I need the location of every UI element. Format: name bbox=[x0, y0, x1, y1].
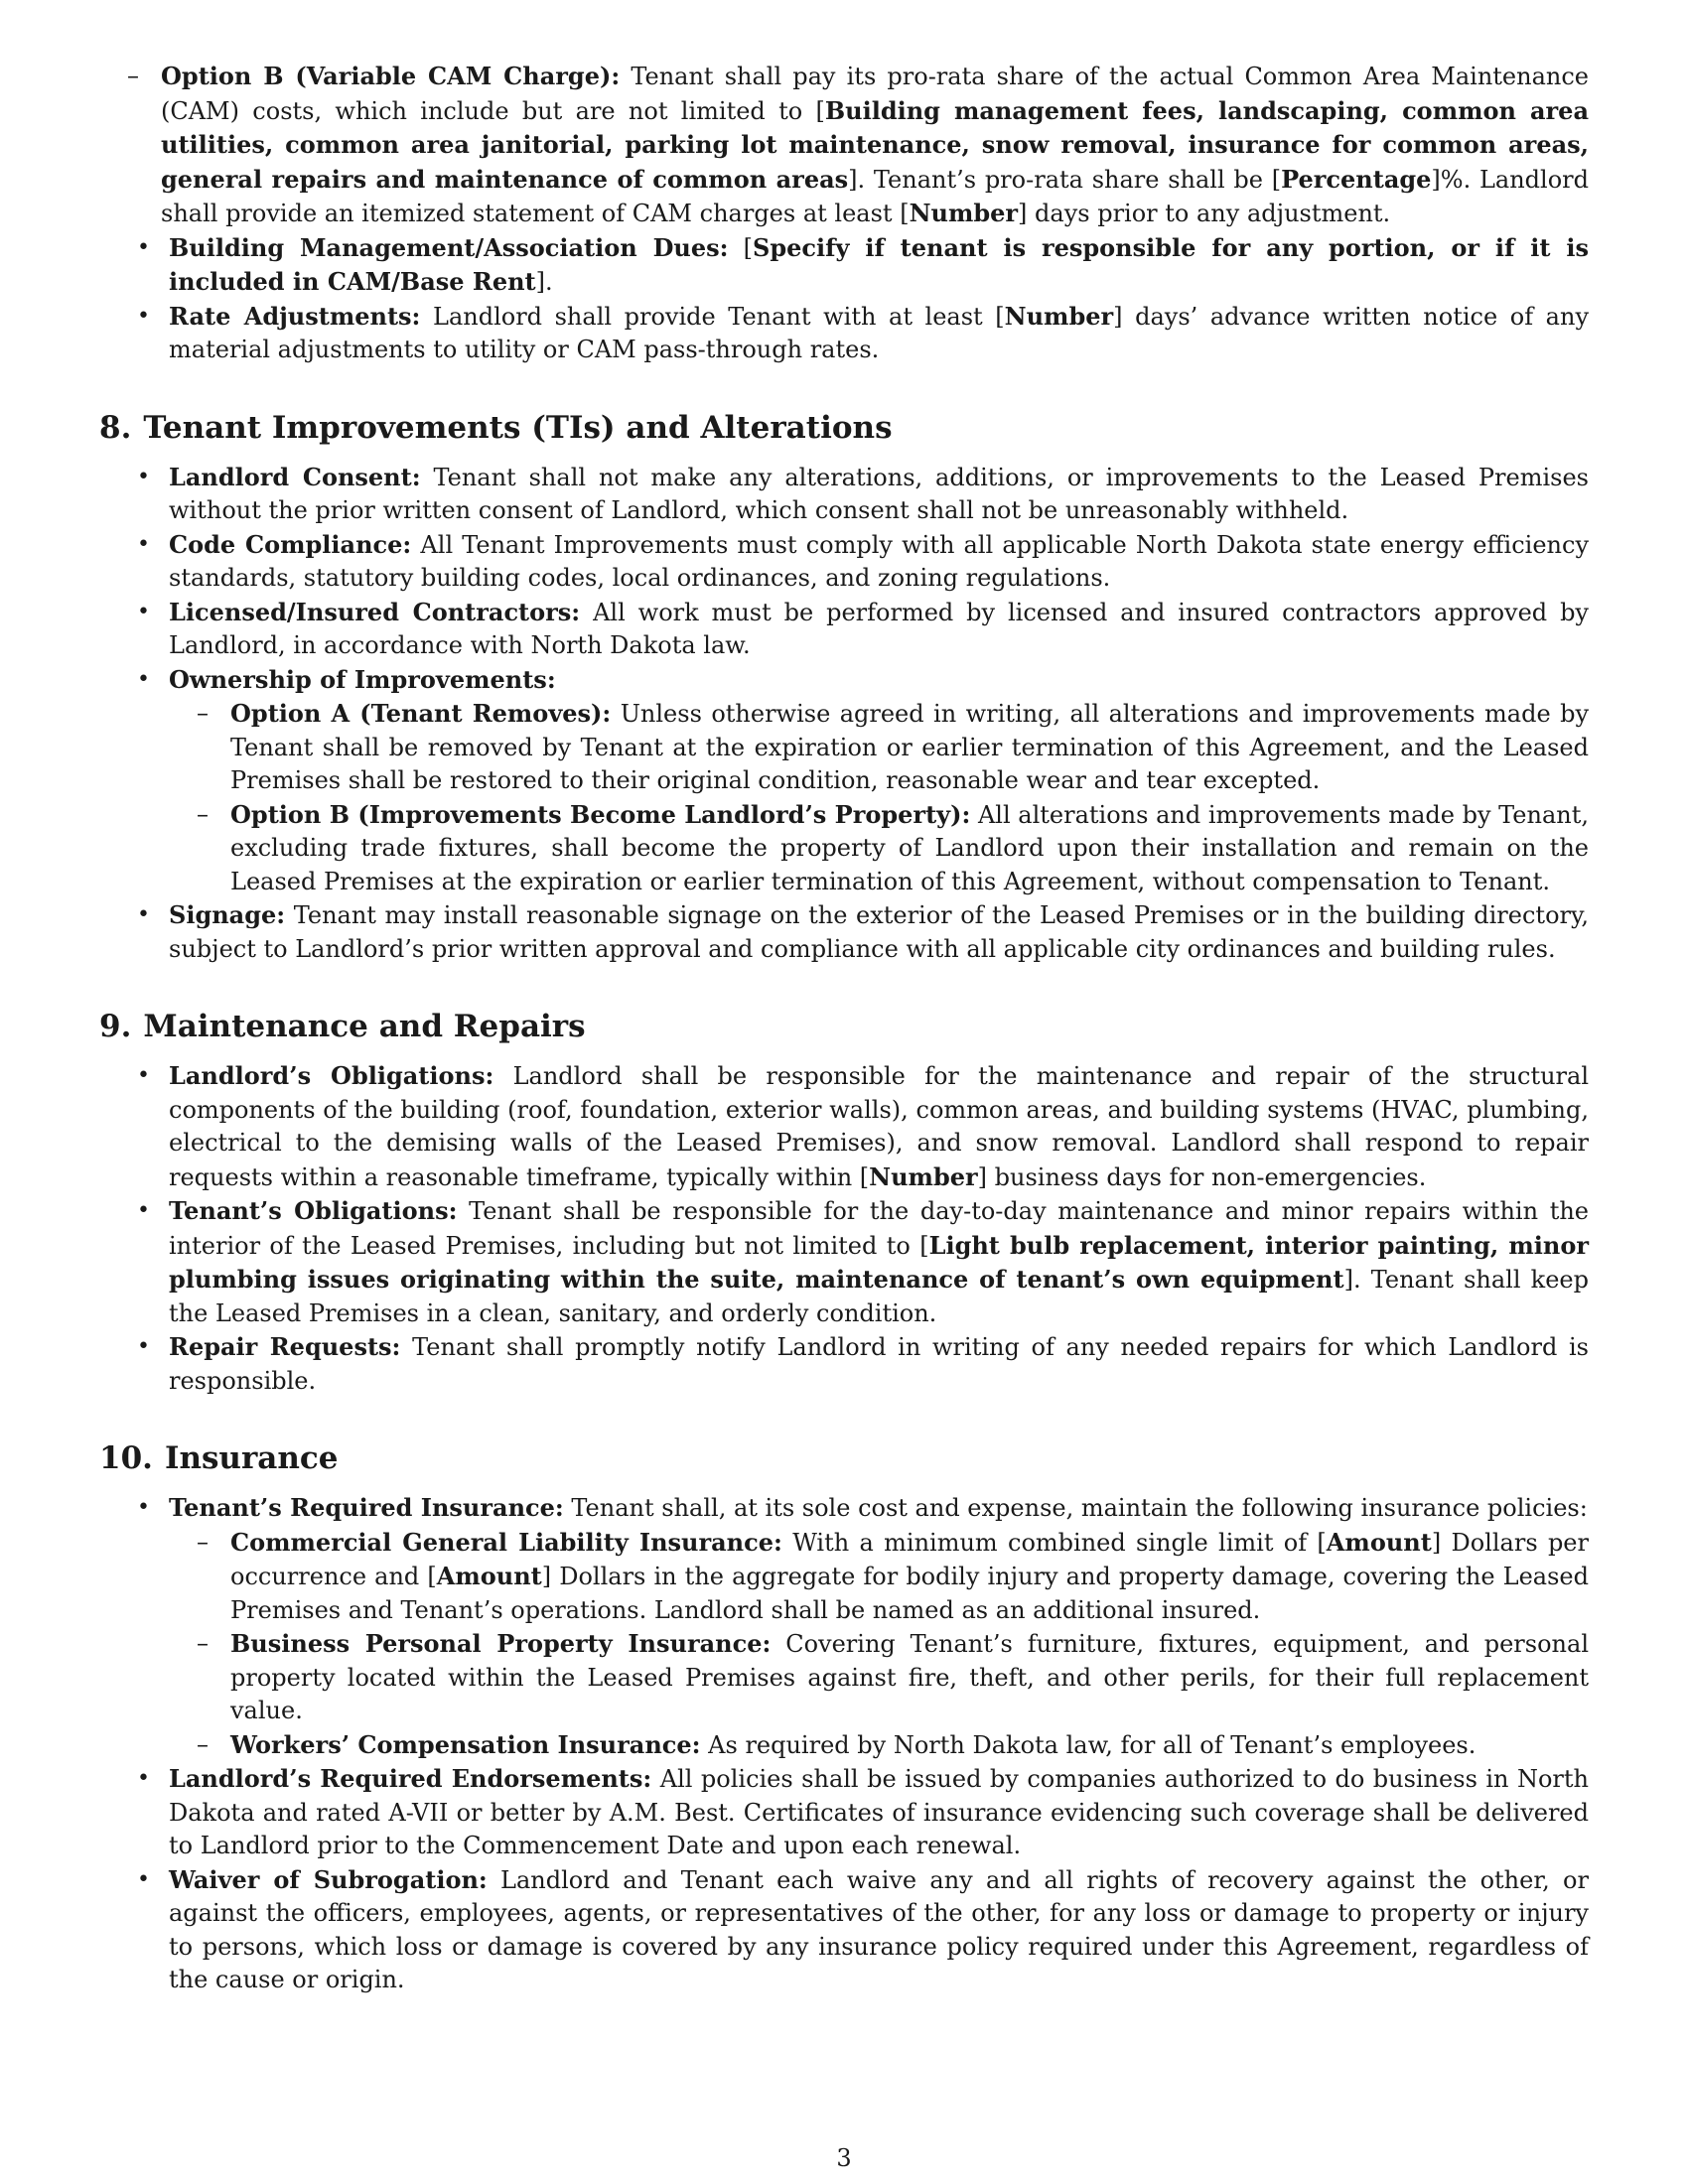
cgl-insurance: – Commercial General Liability Insurance: With a minimum combined single limit of [Amount] Dollars per occurrence and [Amount] Dollars in the aggregate for bodily injury and property damage, covering the Leased Premises and Tenant’s operations. Landlord shall be named as an additional insured. bbox=[169, 1526, 1589, 1628]
section-10-heading: 10. Insurance bbox=[99, 1440, 339, 1476]
cam-options-list bbox=[99, 60, 1589, 231]
section-9-list bbox=[99, 1059, 1589, 1398]
tenant-obligations: • Tenant’s Obligations: Tenant shall be responsible for the day-to-day maintenance and minor repairs within the interior of the Leased Premises, including but not limited to [Light bulb replacement, interior painting, minor plumbing issues originating within the suite, maintenance of tenant’s own equipment]. Tenant shall keep the Leased Premises in a clean, sanitary, and orderly condition. bbox=[99, 1194, 1589, 1330]
landlord-obligations: • Landlord’s Obligations: Landlord shall be responsible for the maintenance and repair of the structural components of the building (roof, foundation, exterior walls), common areas, and building systems (HVAC, plumbing, electrical to the demising walls of the Leased Premises), and snow removal. Landlord shall respond to repair requests within a reasonable timeframe, typically within [Number] business days for non-emergencies. bbox=[99, 1059, 1589, 1194]
repair-requests: • Repair Requests: Tenant shall promptly notify Landlord in writing of any needed repairs for which Landlord is responsible. bbox=[99, 1330, 1589, 1398]
landlord-required-endorsements: • Landlord’s Required Endorsements: All policies shall be issued by companies authorized to do business in North Dakota and rated A-VII or better by A.M. Best. Certificates of insurance evidencing such coverage shall be delivered to Landlord prior to the Commencement Date and upon each renewal. bbox=[99, 1762, 1589, 1863]
option-a-tenant-removes: – Option A (Tenant Removes): Unless otherwise agreed in writing, all alterations and improvements made by Tenant shall be removed by Tenant at the expiration or earlier termination of this Agreement, and the Leased Premises shall be restored to their original condition, reasonable wear and tear excepted. bbox=[169, 697, 1589, 798]
option-b-landlord-property: – Option B (Improvements Become Landlord’s Property): All alterations and improvements made by Tenant, excluding trade fixtures, shall become the property of Landlord upon their installation and remain on the Leased Premises at the expiration or earlier termination of this Agreement, without compensation to Tenant. bbox=[169, 798, 1589, 899]
option-b-variable-cam: – Option B (Variable CAM Charge): Tenant shall pay its pro-rata share of the actual Common Area Maintenance (CAM) costs, which include but are not limited to [Building management fees, landscaping, common area utilities, common area janitorial, parking lot maintenance, snow removal, insurance for common areas, general repairs and maintenance of common areas]. Tenant’s pro-rata share shall be [Percentage]%. Landlord shall provide an itemized statement of CAM charges at least [Number] days prior to any adjustment. bbox=[99, 60, 1589, 231]
section-8-heading: 8. Tenant Improvements (TIs) and Alterations bbox=[99, 409, 893, 446]
signage: • Signage: Tenant may install reasonable signage on the exterior of the Leased Premises or in the building directory, subject to Landlord’s prior written approval and compliance with all applicable city ordinances and building rules. bbox=[99, 898, 1589, 966]
ownership-of-improvements: • Ownership of Improvements: – Option A (Tenant Removes): Unless otherwise agreed in writing, all alterations and improvements made by Tenant shall be removed by Tenant at the expiration or earlier termination of this Agreement, and the Leased Premises shall be restored to their original condition, reasonable wear and tear excepted. – Option B (Improvements Become Landlord’s Property): All alterations and improvements made by Tenant, excluding trade fixtures, shall become the property of Landlord upon their installation and remain on the Leased Premises at the expiration or earlier termination of this Agreement, without compensation to Tenant. bbox=[99, 663, 1589, 899]
section-8-list bbox=[99, 461, 1589, 967]
workers-comp-insurance: – Workers’ Compensation Insurance: As required by North Dakota law, for all of Tenant’s employees. bbox=[169, 1728, 1589, 1763]
document-page bbox=[99, 60, 1589, 1997]
section-7-tail-list bbox=[99, 231, 1589, 367]
rate-adjustments: • Rate Adjustments: Landlord shall provide Tenant with at least [Number] days’ advance written notice of any material adjustments to utility or CAM pass-through rates. bbox=[99, 300, 1589, 367]
business-property-insurance: – Business Personal Property Insurance: Covering Tenant’s furniture, fixtures, equipment, and personal property located within the Leased Premises against fire, theft, and other perils, for their full replacement value. bbox=[169, 1627, 1589, 1728]
code-compliance: • Code Compliance: All Tenant Improvements must comply with all applicable North Dakota state energy efficiency standards, statutory building codes, local ordinances, and zoning regulations. bbox=[99, 528, 1589, 596]
ownership-options-list bbox=[169, 697, 1589, 898]
waiver-of-subrogation: • Waiver of Subrogation: Landlord and Tenant each waive any and all rights of recovery against the other, or against the officers, employees, agents, or representatives of the other, for any loss or damage to property or injury to persons, which loss or damage is covered by any insurance policy required under this Agreement, regardless of the cause or origin. bbox=[99, 1863, 1589, 1997]
section-9-heading: 9. Maintenance and Repairs bbox=[99, 1009, 586, 1044]
landlord-consent: • Landlord Consent: Tenant shall not make any alterations, additions, or improvements to the Leased Premises without the prior written consent of Landlord, which consent shall not be unreasonably withheld. bbox=[99, 461, 1589, 528]
section-10-list bbox=[99, 1491, 1589, 1997]
page-number: 3 bbox=[836, 2144, 852, 2172]
insurance-types-list bbox=[169, 1526, 1589, 1763]
tenant-required-insurance: • Tenant’s Required Insurance: Tenant shall, at its sole cost and expense, maintain the following insurance policies: – Commercial General Liability Insurance: With a minimum combined single limit of [Amount] Dollars per occurrence and [Amount] Dollars in the aggregate for bodily injury and property damage, covering the Leased Premises and Tenant’s operations. Landlord shall be named as an additional insured. – Business Personal Property Insurance: Covering Tenant’s furniture, fixtures, equipment, and personal property located within the Leased Premises against fire, theft, and other perils, for their full replacement value. – Workers’ Compensation Insurance: As required by North Dakota law, for all of Tenant’s employees. bbox=[99, 1491, 1589, 1762]
licensed-contractors: • Licensed/Insured Contractors: All work must be performed by licensed and insured contractors approved by Landlord, in accordance with North Dakota law. bbox=[99, 596, 1589, 663]
building-management-dues: • Building Management/Association Dues: [Specify if tenant is responsible for any portion, or if it is included in CAM/Base Rent]. bbox=[99, 231, 1589, 300]
